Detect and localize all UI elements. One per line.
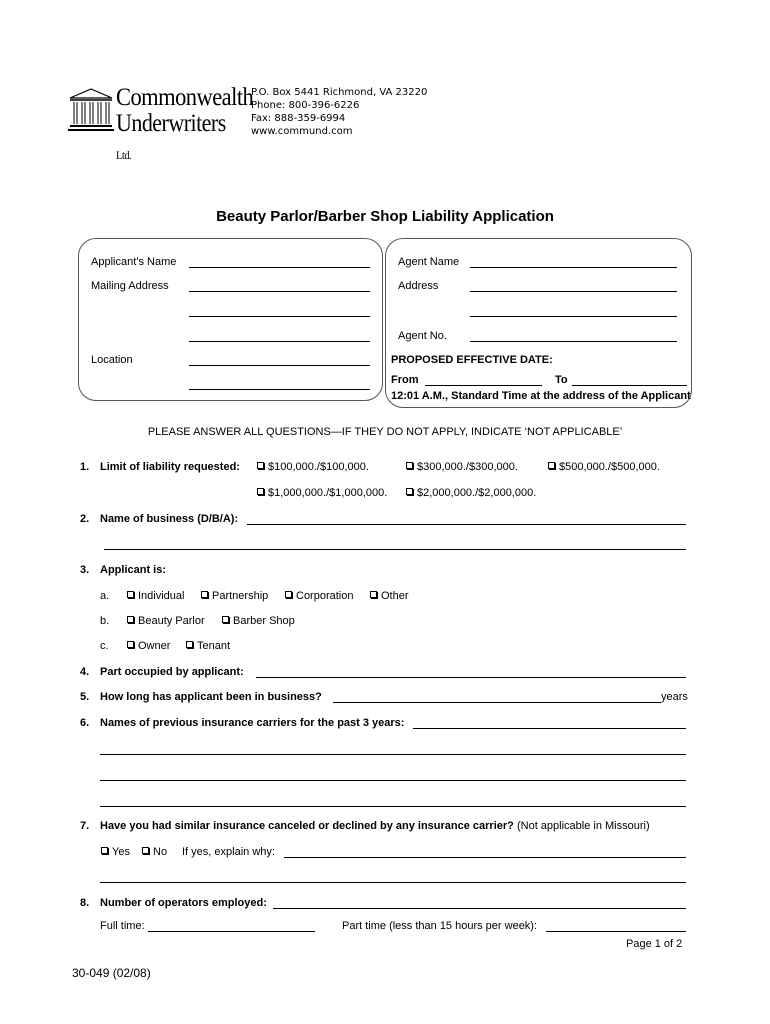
q8-label: Number of operators employed: (100, 897, 267, 909)
checkbox-icon (548, 462, 555, 469)
option-label: No (153, 846, 168, 858)
q1-option-label: $300,000./$300,000. (417, 461, 518, 473)
q7-explain-field-2[interactable] (100, 873, 686, 883)
contact-website: www.commund.com (251, 126, 353, 137)
building-columns-icon (68, 86, 114, 132)
agent-address-field-1[interactable] (470, 282, 677, 292)
business-name-field-2[interactable] (104, 540, 686, 550)
option-label: Partnership (212, 590, 269, 602)
agent-no-label: Agent No. (398, 330, 447, 342)
checkbox-icon (370, 591, 377, 598)
q5-label: How long has applicant been in business? (100, 691, 322, 703)
q8-number: 8. (80, 897, 90, 909)
years-suffix: years (661, 691, 688, 703)
q4-label: Part occupied by applicant: (100, 666, 244, 678)
time-note: 12:01 A.M., Standard Time at the address of the Applicant (391, 390, 691, 402)
q7-note: (Not applicable in Missouri) (516, 820, 650, 832)
checkbox-icon (201, 591, 208, 598)
applicant-name-label: Applicant’s Name (91, 256, 177, 268)
option-label: Barber Shop (233, 615, 295, 627)
option-label: Beauty Parlor (138, 615, 205, 627)
option-label: Individual (138, 590, 185, 602)
years-in-business-field[interactable] (333, 693, 661, 703)
agent-address-label: Address (398, 280, 439, 292)
checkbox-icon (257, 488, 264, 495)
agent-name-label: Agent Name (398, 256, 460, 268)
part-time-label: Part time (less than 15 hours per week): (342, 920, 538, 932)
agent-address-field-2[interactable] (470, 307, 677, 317)
page-number: Page 1 of 2 (626, 938, 683, 950)
q4-number: 4. (80, 666, 90, 678)
brand-ltd: Ltd. (116, 148, 132, 162)
q3-individual[interactable] (127, 590, 184, 602)
mailing-address-label: Mailing Address (91, 280, 169, 292)
checkbox-icon (186, 641, 193, 648)
q1-option-2m[interactable] (406, 487, 536, 499)
option-label: Yes (112, 846, 130, 858)
q3-number: 3. (80, 564, 90, 576)
to-label: To (555, 374, 568, 386)
q2-label: Name of business (D/B/A): (100, 513, 239, 525)
business-name-field-1[interactable] (247, 515, 686, 525)
checkbox-icon (257, 462, 264, 469)
previous-carriers-field-4[interactable] (100, 797, 686, 807)
operators-field[interactable] (273, 899, 686, 909)
brand-name-underwriters: Underwriters (116, 110, 226, 137)
q7-question (100, 820, 650, 832)
q3-corporation[interactable] (285, 590, 353, 602)
q3-beauty-parlor[interactable] (127, 615, 205, 627)
to-date-field[interactable] (572, 376, 687, 386)
q7-number: 7. (80, 820, 90, 832)
mailing-address-field-2[interactable] (189, 307, 370, 317)
q7-no[interactable] (142, 846, 167, 858)
checkbox-icon (285, 591, 292, 598)
previous-carriers-field-2[interactable] (100, 745, 686, 755)
q3-label: Applicant is: (100, 564, 167, 576)
q1-option-label: $1,000,000./$1,000,000. (268, 487, 388, 499)
q6-number: 6. (80, 717, 90, 729)
q3-partnership[interactable] (201, 590, 268, 602)
q1-option-label: $100,000./$100,000. (268, 461, 369, 473)
location-label: Location (91, 354, 133, 366)
agent-name-field[interactable] (470, 258, 677, 268)
q7-explain-field-1[interactable] (284, 848, 686, 858)
location-field-1[interactable] (189, 356, 370, 366)
q1-option-100k[interactable] (257, 461, 369, 473)
mailing-address-field-3[interactable] (189, 332, 370, 342)
checkbox-icon (101, 847, 108, 854)
checkbox-icon (406, 462, 413, 469)
brand-name-line2 (116, 110, 232, 166)
q1-option-label: $2,000,000./$2,000,000. (417, 487, 537, 499)
option-label: Tenant (197, 640, 231, 652)
contact-block (251, 86, 427, 138)
checkbox-icon (127, 641, 134, 648)
option-label: Corporation (296, 590, 354, 602)
q5-number: 5. (80, 691, 90, 703)
q2-number: 2. (80, 513, 90, 525)
checkbox-icon (127, 591, 134, 598)
instructions: PLEASE ANSWER ALL QUESTIONS—IF THEY DO NOT APPLY, INDICATE ‘NOT APPLICABLE’ (147, 426, 623, 438)
previous-carriers-field-3[interactable] (100, 771, 686, 781)
checkbox-icon (127, 616, 134, 623)
q3-barber-shop[interactable] (222, 615, 295, 627)
contact-fax: Fax: 888-359-6994 (251, 113, 346, 124)
q3-owner[interactable] (127, 640, 170, 652)
checkbox-icon (142, 847, 149, 854)
previous-carriers-field-1[interactable] (413, 719, 686, 729)
q6-label: Names of previous insurance carriers for the past 3 years: (100, 717, 405, 729)
mailing-address-field-1[interactable] (189, 282, 370, 292)
location-field-2[interactable] (189, 380, 370, 390)
q7-label: Have you had similar insurance canceled or declined by any insurance carrier? (100, 820, 514, 832)
company-logo (68, 84, 254, 162)
from-label: From (391, 374, 419, 386)
q1-option-300k[interactable] (406, 461, 518, 473)
agent-no-field[interactable] (470, 332, 677, 342)
q1-option-1m[interactable] (257, 487, 387, 499)
brand-name-line1: Commonwealth (116, 84, 254, 111)
form-code: 30-049 (02/08) (72, 966, 151, 980)
from-date-field[interactable] (425, 376, 542, 386)
option-label: Owner (138, 640, 171, 652)
q7-explain-label: If yes, explain why: (182, 846, 275, 858)
contact-address: P.O. Box 5441 Richmond, VA 23220 (251, 87, 428, 98)
q3b-label: b. (100, 615, 110, 627)
q3c-label: c. (100, 640, 109, 652)
q3a-label: a. (100, 590, 110, 602)
full-time-field[interactable] (148, 922, 315, 932)
q1-label: Limit of liability requested: (100, 461, 240, 473)
contact-phone: Phone: 800-396-6226 (251, 100, 360, 111)
q7-yes[interactable] (101, 846, 130, 858)
q3-other[interactable] (370, 590, 409, 602)
q1-option-500k[interactable] (548, 461, 660, 473)
checkbox-icon (406, 488, 413, 495)
part-time-field[interactable] (546, 922, 686, 932)
full-time-label: Full time: (100, 920, 145, 932)
q3-tenant[interactable] (186, 640, 230, 652)
applicant-name-field[interactable] (189, 258, 370, 268)
part-occupied-field[interactable] (256, 668, 686, 678)
q1-option-label: $500,000./$500,000. (559, 461, 660, 473)
checkbox-icon (222, 616, 229, 623)
page-title: Beauty Parlor/Barber Shop Liability Application (216, 208, 554, 225)
q1-number: 1. (80, 461, 90, 473)
effective-date-label: PROPOSED EFFECTIVE DATE: (391, 354, 553, 366)
option-label: Other (381, 590, 409, 602)
